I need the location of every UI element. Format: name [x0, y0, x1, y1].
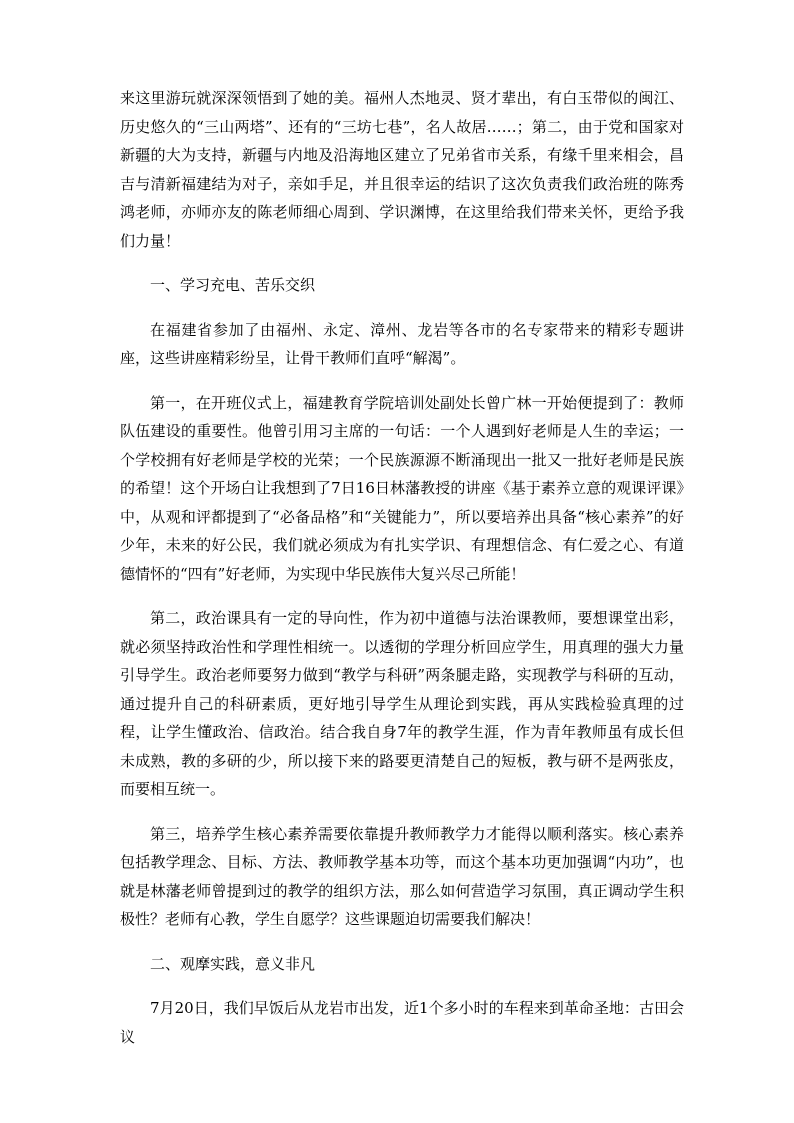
- paragraph-lectures: 在福建省参加了由福州、永定、漳州、龙岩等各市的名专家带来的精彩专题讲座，这些讲座精彩纷呈，让骨干教师们直呼“解渴”。: [120, 320, 684, 367]
- paragraph-first-point: 第一，在开班仪式上，福建教育学院培训处副处长曾广林一开始便提到了：教师队伍建设的重要性。他曾引用习主席的一句话：一个人遇到好老师是人生的幸运；一个学校拥有好老师是学校的光荣；一个民族源源不断涌现出一批又一批好老师是民族的希望！这个开场白让我想到了7日16日林藩教授的讲座《基于素养立意的观课评课》中，从观和评都提到了“必备品格”和“关键能力”，所以要培养出具备“核心素养”的好少年，未来的好公民，我们就必须成为有扎实学识、有理想信念、有仁爱之心、有道德情怀的“四有”好老师，为实现中华民族伟大复兴尽己所能！: [120, 393, 684, 583]
- section-heading-1: 一、学习充电、苦乐交织: [150, 276, 316, 294]
- paragraph-intro-continued: 来这里游玩就深深领悟到了她的美。福州人杰地灵、贤才辈出，有白玉带似的闽江、历史悠久的“三山两塔”、还有的“三坊七巷”，名人故居……；第二，由于党和国家对新疆的大为支持，新疆与内地及沿海地区建立了兄弟省市关系，有缘千里来相会，昌吉与清新福建结为对子，亲如手足，并且很幸运的结识了这次负责我们政治班的陈秀鸿老师，亦师亦友的陈老师细心周到、学识渊博，在这里给我们带来关怀，更给予我们力量！: [120, 89, 684, 250]
- paragraph-third-point: 第三，培养学生核心素养需要依靠提升教师教学力才能得以顺利落实。核心素养包括教学理念、目标、方法、教师教学基本功等，而这个基本功更加强调“内功”，也就是林藩老师曾提到过的教学的组织方法，那么如何营造学习氛围，真正调动学生积极性？老师有心教，学生自愿学？这些课题迫切需要我们解决！: [120, 824, 684, 928]
- paragraph-observation: 7月20日，我们早饭后从龙岩市出发，近1个多小时的车程来到革命圣地：古田会议: [120, 999, 684, 1046]
- paragraph-second-point: 第二，政治课具有一定的导向性，作为初中道德与法治课教师，要想课堂出彩，就必须坚持政治性和学理性相统一。以透彻的学理分析回应学生，用真理的强大力量引导学生。政治老师要努力做到“教学与科研”两条腿走路，实现教学与科研的互动，通过提升自己的科研素质，更好地引导学生从理论到实践，再从实践检验真理的过程，让学生懂政治、信政治。结合我自身7年的教学生涯，作为青年教师虽有成长但未成熟，教的多研的少，所以接下来的路要更清楚自己的短板，教与研不是两张皮，而要相互统一。: [120, 609, 684, 798]
- section-heading-2: 二、观摩实践，意义非凡: [150, 954, 316, 973]
